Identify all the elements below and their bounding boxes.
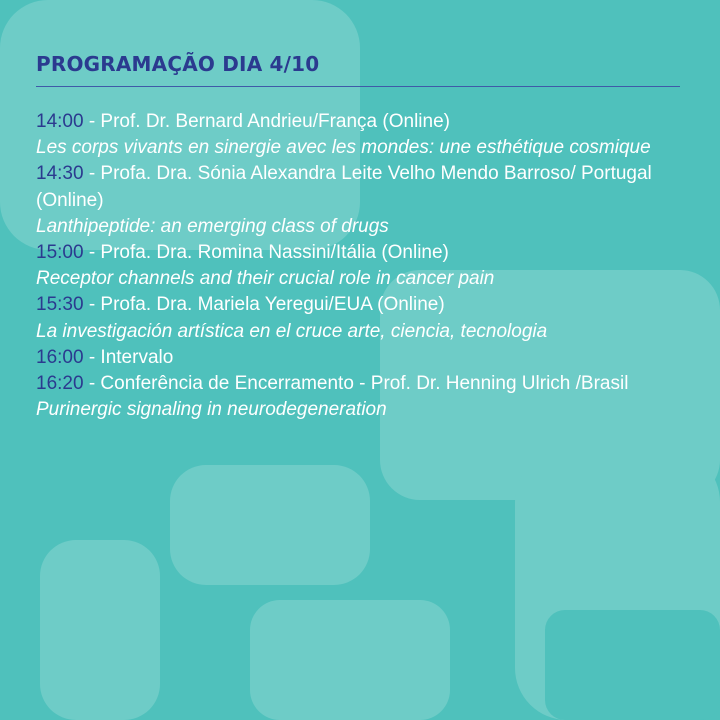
schedule-time: 15:30 [36,294,84,316]
schedule-item [36,240,676,266]
schedule-speaker: - Profa. Dra. Mariela Yeregui/EUA (Online) [83,294,445,316]
schedule-talk-title: Les corps vivants en sinergie avec les mondes: une esthétique cosmique [36,137,651,159]
schedule-speaker: - Profa. Dra. Sónia Alexandra Leite Velho Mendo Barroso/ Portugal (Online) [36,163,652,211]
schedule-speaker: - Conferência de Encerramento - Prof. Dr. Henning Ulrich /Brasil [83,373,629,395]
schedule-list [36,109,676,423]
schedule-item [36,292,676,318]
schedule-time: 16:00 [36,346,84,368]
schedule-talk-title: Lanthipeptide: an emerging class of drugs [36,215,389,237]
schedule-talk-title: Receptor channels and their crucial role in cancer pain [36,268,495,290]
schedule-time: 14:00 [36,111,84,132]
schedule-speaker: - Profa. Dra. Romina Nassini/Itália (Online) [83,242,449,264]
schedule-time: 14:30 [36,163,84,185]
page-title: PROGRAMAÇÃO DIA 4/10 [36,52,320,76]
schedule-item [36,371,676,397]
schedule-speaker: - Intervalo [83,346,174,368]
title-divider [36,86,680,87]
schedule-item [36,345,676,371]
schedule-item [36,109,676,135]
schedule-time: 15:00 [36,242,84,264]
schedule-item [36,161,676,213]
schedule-time: 16:20 [36,373,84,395]
schedule-talk-title: La investigación artística en el cruce arte, ciencia, tecnologia [36,320,548,342]
schedule-talk-title: Purinergic signaling in neurodegeneration [36,399,387,421]
schedule-speaker: - Prof. Dr. Bernard Andrieu/França (Online) [83,111,450,132]
